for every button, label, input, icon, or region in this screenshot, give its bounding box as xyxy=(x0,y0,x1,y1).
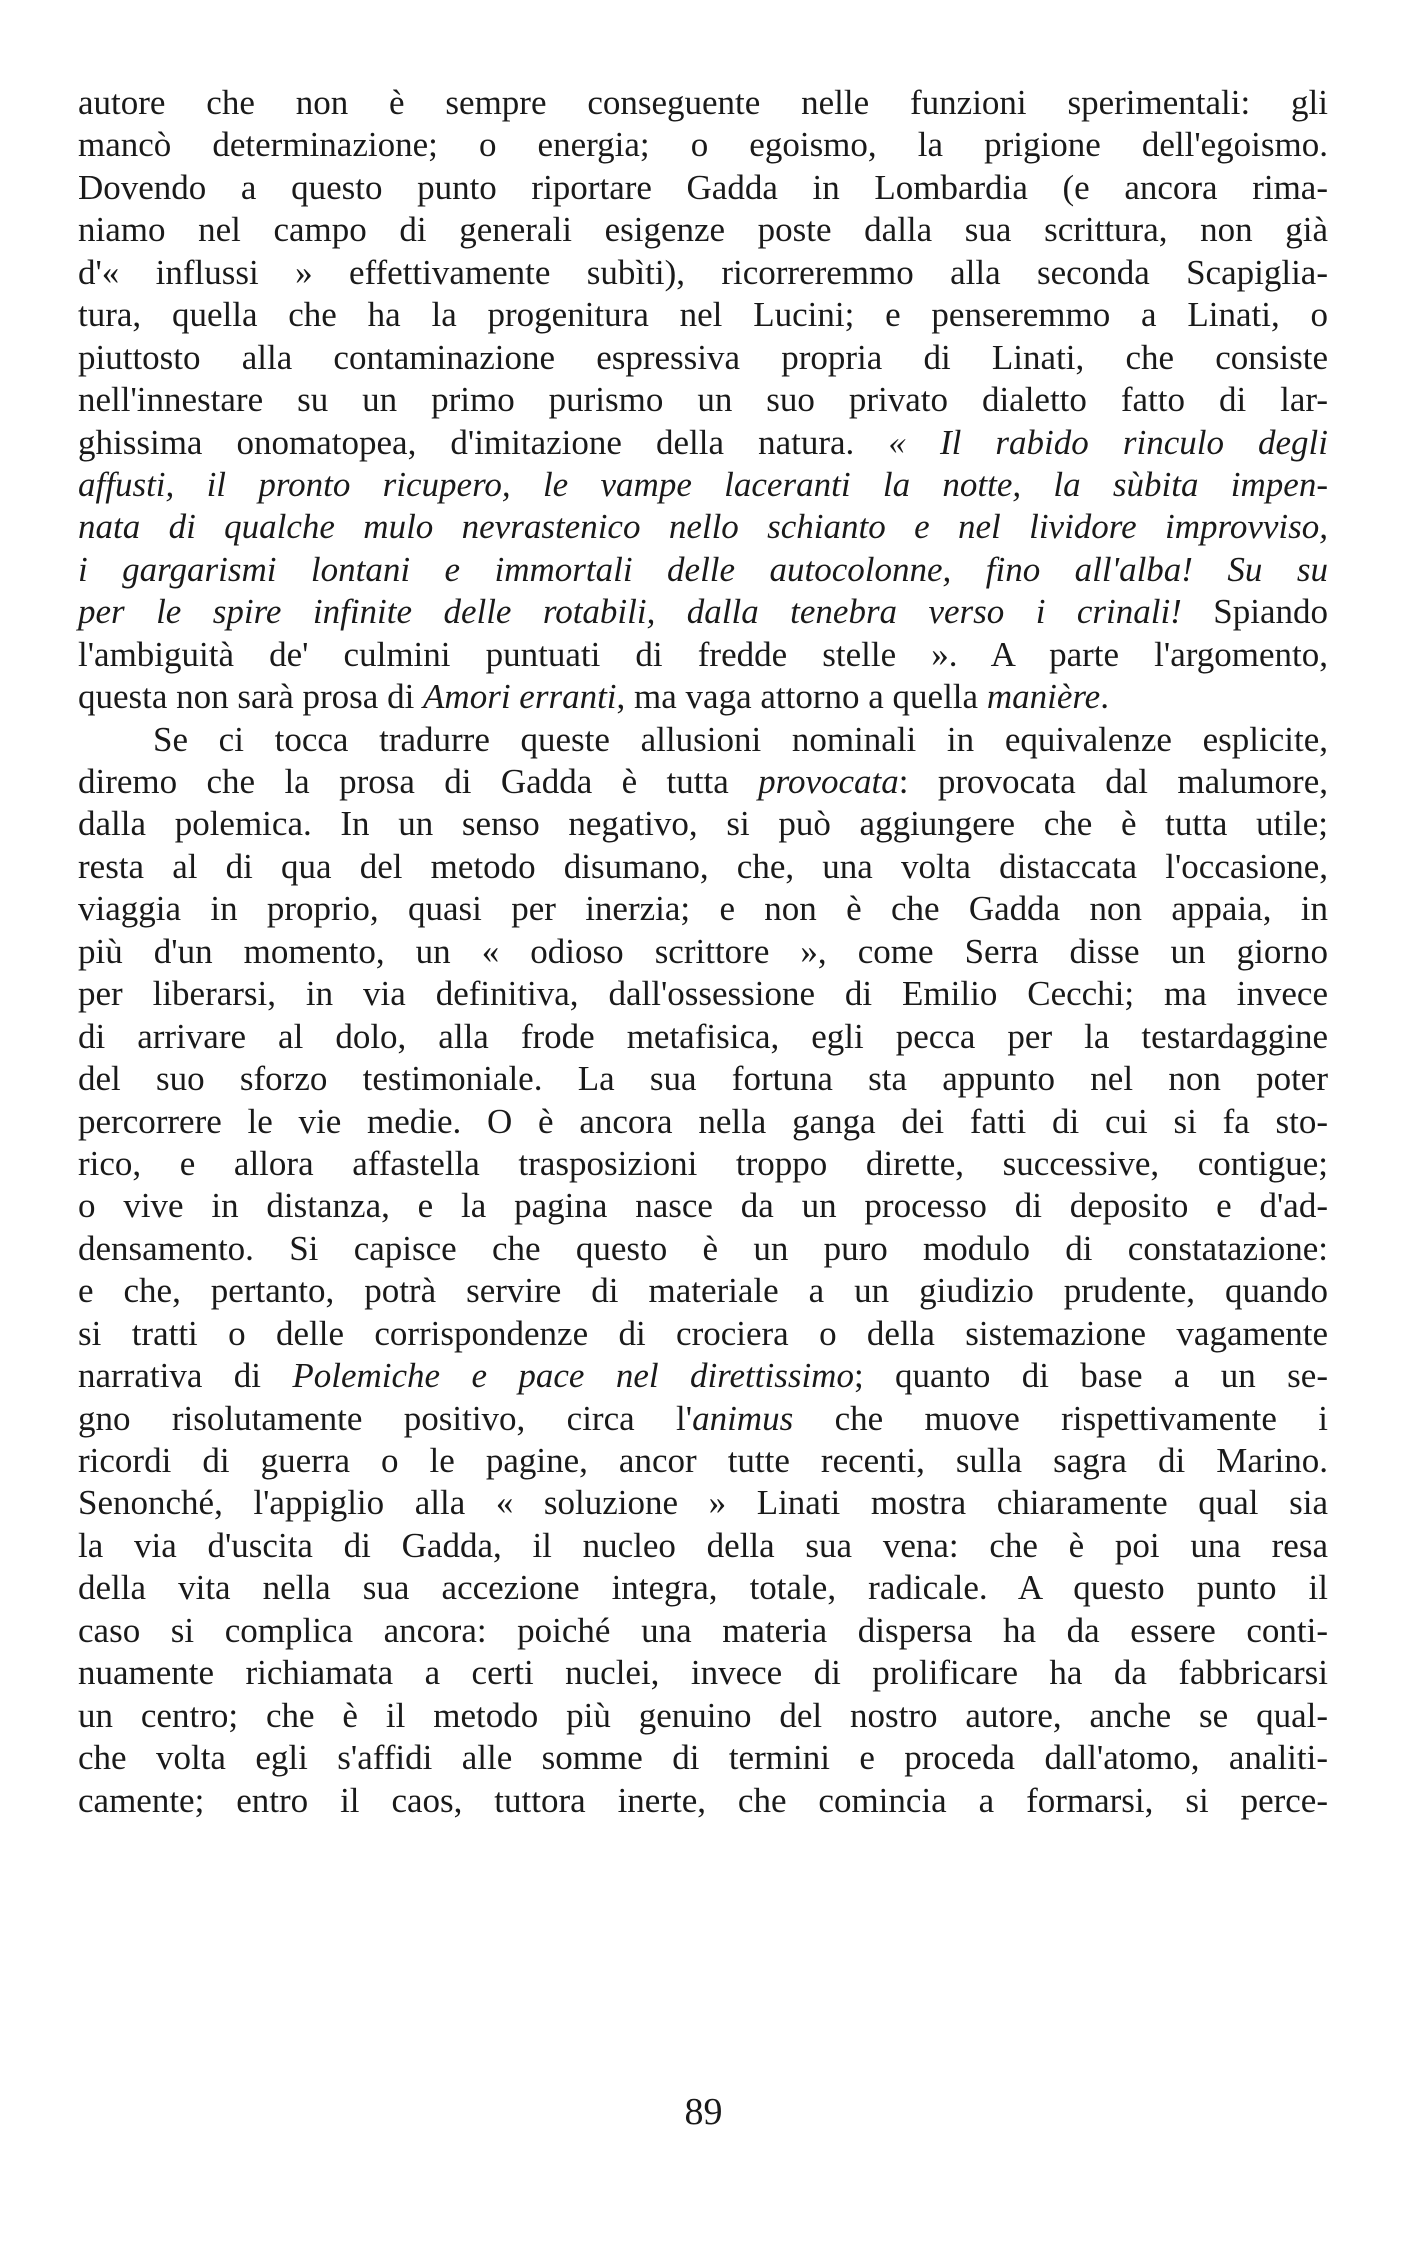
text-line: percorrere le vie medie. O è ancora nella ganga dei fatti di cui si fa sto- xyxy=(78,1101,1328,1141)
text-line: più d'un momento, un « odioso scrittore », come Serra disse un giorno xyxy=(78,931,1328,971)
text-line: si tratti o delle corrispondenze di crociera o della sistemazione vagamente xyxy=(78,1313,1328,1353)
text-line: gno risolutamente positivo, circa l'animus che muove rispettivamente i xyxy=(78,1398,1328,1438)
text-line: viaggia in proprio, quasi per inerzia; e non è che Gadda non appaia, in xyxy=(78,889,1328,929)
text-line: per liberarsi, in via definitiva, dall'ossessione di Emilio Cecchi; ma invece xyxy=(78,974,1328,1014)
text-line: Dovendo a questo punto riportare Gadda in Lombardia (e ancora rima- xyxy=(78,167,1328,207)
text-line: nata di qualche mulo nevrastenico nello schianto e nel lividore improvviso, xyxy=(78,507,1328,547)
text-line: un centro; che è il metodo più genuino del nostro autore, anche se qual- xyxy=(78,1695,1328,1735)
text-line: d'« influssi » effettivamente subìti), ricorreremmo alla seconda Scapiglia- xyxy=(78,252,1328,292)
text-line: della vita nella sua accezione integra, totale, radicale. A questo punto il xyxy=(78,1568,1328,1608)
text-line: resta al di qua del metodo disumano, che, una volta distaccata l'occasione, xyxy=(78,846,1328,886)
text-line: diremo che la prosa di Gadda è tutta provocata: provocata dal malumore, xyxy=(78,762,1328,801)
text-line: narrativa di Polemiche e pace nel direttissimo; quanto di base a un se- xyxy=(78,1356,1328,1396)
text-line: Se ci tocca tradurre queste allusioni nominali in equivalenze esplicite, xyxy=(153,719,1328,759)
text-line: piuttosto alla contaminazione espressiva propria di Linati, che consiste xyxy=(78,337,1328,377)
text-line: autore che non è sempre conseguente nelle funzioni sperimentali: gli xyxy=(78,83,1328,122)
text-line: mancò determinazione; o energia; o egoismo, la prigione dell'egoismo. xyxy=(78,125,1328,165)
text-line: del suo sforzo testimoniale. La sua fortuna sta appunto nel non poter xyxy=(78,1059,1328,1099)
text-line: Senonché, l'appiglio alla « soluzione » Linati mostra chiaramente qual sia xyxy=(78,1483,1328,1523)
page-body xyxy=(78,82,1328,1822)
text-line: rico, e allora affastella trasposizioni troppo dirette, successive, contigue; xyxy=(78,1143,1328,1183)
page-number: 89 xyxy=(684,2091,723,2133)
text-line: affusti, il pronto ricupero, le vampe laceranti la notte, la sùbita impen- xyxy=(78,464,1328,504)
text-line: caso si complica ancora: poiché una materia dispersa ha da essere conti- xyxy=(78,1610,1328,1650)
text-line: dalla polemica. In un senso negativo, si può aggiungere che è tutta utile; xyxy=(78,804,1328,844)
text-line: per le spire infinite delle rotabili, dalla tenebra verso i crinali! Spiando xyxy=(78,592,1328,632)
text-line: la via d'uscita di Gadda, il nucleo della sua vena: che è poi una resa xyxy=(78,1525,1328,1565)
text-line: o vive in distanza, e la pagina nasce da un processo di deposito e d'ad- xyxy=(78,1186,1328,1226)
text-line: i gargarismi lontani e immortali delle autocolonne, fino all'alba! Su su xyxy=(78,549,1328,589)
text-line: ricordi di guerra o le pagine, ancor tutte recenti, sulla sagra di Marino. xyxy=(78,1441,1328,1480)
text-line: l'ambiguità de' culmini puntuati di fredde stelle ». A parte l'argomento, xyxy=(78,634,1328,674)
text-line: che volta egli s'affidi alle somme di termini e proceda dall'atomo, analiti- xyxy=(78,1738,1328,1778)
text-line: di arrivare al dolo, alla frode metafisica, egli pecca per la testardaggine xyxy=(78,1016,1328,1056)
text-line: ghissima onomatopea, d'imitazione della natura. « Il rabido rinculo degli xyxy=(78,422,1329,462)
text-line: niamo nel campo di generali esigenze poste dalla sua scrittura, non già xyxy=(78,210,1328,250)
text-line: questa non sarà prosa di Amori erranti, ma vaga attorno a quella manière. xyxy=(78,677,1109,717)
text-line: e che, pertanto, potrà servire di materiale a un giudizio prudente, quando xyxy=(78,1271,1328,1311)
text-line: nuamente richiamata a certi nuclei, invece di prolificare ha da fabbricarsi xyxy=(78,1653,1328,1693)
text-line: nell'innestare su un primo purismo un suo privato dialetto fatto di lar- xyxy=(78,380,1328,420)
text-line: densamento. Si capisce che questo è un puro modulo di constatazione: xyxy=(78,1228,1328,1268)
text-line: camente; entro il caos, tuttora inerte, che comincia a formarsi, si perce- xyxy=(78,1780,1328,1820)
text-line: tura, quella che ha la progenitura nel Lucini; e penseremmo a Linati, o xyxy=(78,295,1328,335)
